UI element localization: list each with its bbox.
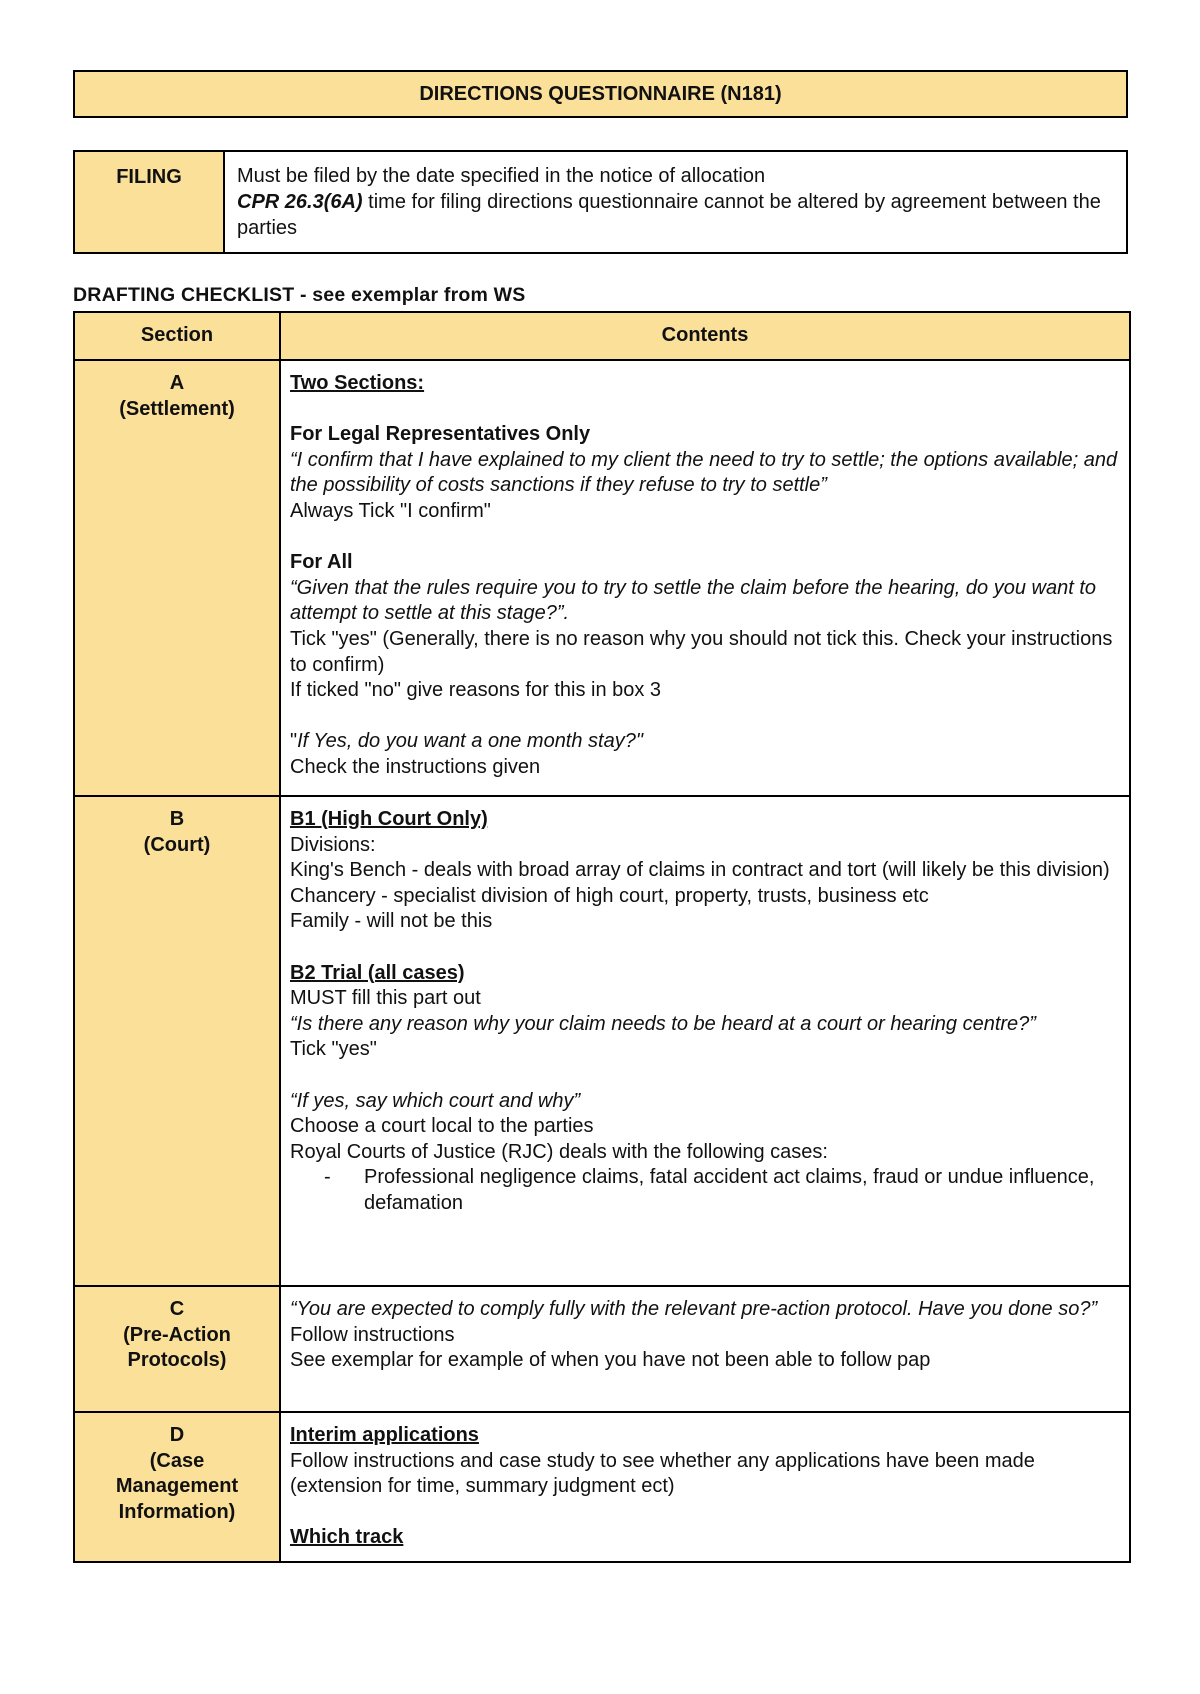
a-note-tick-yes: Tick "yes" (Generally, there is no reason why you should not tick this. Check your instructions to confirm) xyxy=(290,627,1113,676)
table-row-c xyxy=(74,1286,1130,1412)
b-quote-reason: “Is there any reason why your claim needs to be heard at a court or hearing centre?” xyxy=(290,1012,1036,1035)
section-a-letter: A xyxy=(169,372,185,394)
b-heading-trial: B2 Trial (all cases) xyxy=(290,961,465,984)
filing-rule-text: time for filing directions questionnaire cannot be altered by agreement between the parties xyxy=(237,191,1101,239)
d-text: Follow instructions and case study to see whether any applications have been made (extension for time, summary judgment ect) xyxy=(290,1449,1035,1498)
checklist-heading: DRAFTING CHECKLIST - see exemplar from WS xyxy=(73,284,526,306)
col-header-contents: Contents xyxy=(280,312,1130,360)
col-header-section: Section xyxy=(74,312,280,360)
section-d-name-3: Information) xyxy=(118,1500,236,1523)
b-tick-yes: Tick "yes" xyxy=(290,1038,377,1061)
a-quote-stay-open: " xyxy=(290,730,298,753)
c-follow: Follow instructions xyxy=(290,1323,455,1346)
document-title: DIRECTIONS QUESTIONNAIRE (N181) xyxy=(73,70,1128,118)
b-choose-court: Choose a court local to the parties xyxy=(290,1115,594,1138)
a-note-tick-confirm: Always Tick "I confirm" xyxy=(290,499,491,522)
a-quote-stay-text: If Yes, do you want a one month stay?" xyxy=(297,730,643,753)
section-b-name: (Court) xyxy=(143,833,211,856)
b-family: Family - will not be this xyxy=(290,910,493,933)
a-sub-legal-reps: For Legal Representatives Only xyxy=(290,423,591,446)
b-bullet-text: Professional negligence claims, fatal accident act claims, fraud or undue influence, defamation xyxy=(364,1166,1095,1214)
b-divisions: Divisions: xyxy=(290,833,376,856)
section-d-name-1: (Case xyxy=(149,1449,205,1472)
section-b-contents xyxy=(280,796,1130,1286)
b-must-fill: MUST fill this part out xyxy=(290,987,481,1010)
checklist-table xyxy=(73,311,1131,1563)
filing-line-2 xyxy=(237,189,1114,241)
filing-line-1: Must be filed by the date specified in the notice of allocation xyxy=(237,165,766,187)
filing-text xyxy=(225,152,1126,252)
d-heading-track: Which track xyxy=(290,1526,404,1549)
filing-box xyxy=(73,150,1128,254)
section-c-cell xyxy=(74,1286,280,1412)
section-d-cell xyxy=(74,1412,280,1562)
section-b-cell xyxy=(74,796,280,1286)
c-quote: “You are expected to comply fully with the relevant pre-action protocol. Have you done so?” xyxy=(290,1298,1098,1320)
bullet-dash: - xyxy=(324,1166,331,1189)
d-heading-interim: Interim applications xyxy=(290,1424,479,1446)
a-sub-for-all: For All xyxy=(290,551,353,574)
table-row-a xyxy=(74,360,1130,796)
a-note-ticked-no: If ticked "no" give reasons for this in box 3 xyxy=(290,679,662,702)
section-c-letter: C xyxy=(169,1298,185,1320)
b-chancery: Chancery - specialist division of high court, property, trusts, business etc xyxy=(290,884,929,907)
a-note-check: Check the instructions given xyxy=(290,755,541,778)
section-d-name-2: Management xyxy=(115,1475,239,1498)
section-d-letter: D xyxy=(169,1424,185,1446)
section-b-letter: B xyxy=(169,808,185,830)
section-a-contents xyxy=(280,360,1130,796)
table-row-b xyxy=(74,796,1130,1286)
filing-label: FILING xyxy=(75,152,225,252)
section-a-cell xyxy=(74,360,280,796)
b-rjc: Royal Courts of Justice (RJC) deals with the following cases: xyxy=(290,1140,828,1163)
section-c-name-1: (Pre-Action xyxy=(123,1323,231,1346)
a-quote-stay xyxy=(290,729,1119,755)
c-see-exemplar: See exemplar for example of when you have not been able to follow pap xyxy=(290,1349,931,1372)
section-c-contents xyxy=(280,1286,1130,1412)
list-item xyxy=(290,1165,1119,1216)
table-header-row xyxy=(74,312,1130,360)
section-c-name-2: Protocols) xyxy=(127,1349,227,1372)
section-d-contents xyxy=(280,1412,1130,1562)
b-quote-which-court: “If yes, say which court and why” xyxy=(290,1089,581,1112)
table-row-d xyxy=(74,1412,1130,1562)
a-quote-confirm: “I confirm that I have explained to my client the need to try to settle; the options available; and the possibility of costs sanctions if they refuse to try to settle” xyxy=(290,448,1118,497)
filing-rule-ref: CPR 26.3(6A) xyxy=(237,191,363,213)
b-heading-high-court: B1 (High Court Only) xyxy=(290,808,488,830)
section-a-name: (Settlement) xyxy=(119,397,235,420)
a-quote-settle: “Given that the rules require you to try to settle the claim before the hearing, do you want to attempt to settle at this stage?”. xyxy=(290,576,1096,625)
b-kings-bench: King's Bench - deals with broad array of claims in contract and tort (will likely be this division) xyxy=(290,859,1110,882)
a-heading: Two Sections: xyxy=(290,372,425,394)
